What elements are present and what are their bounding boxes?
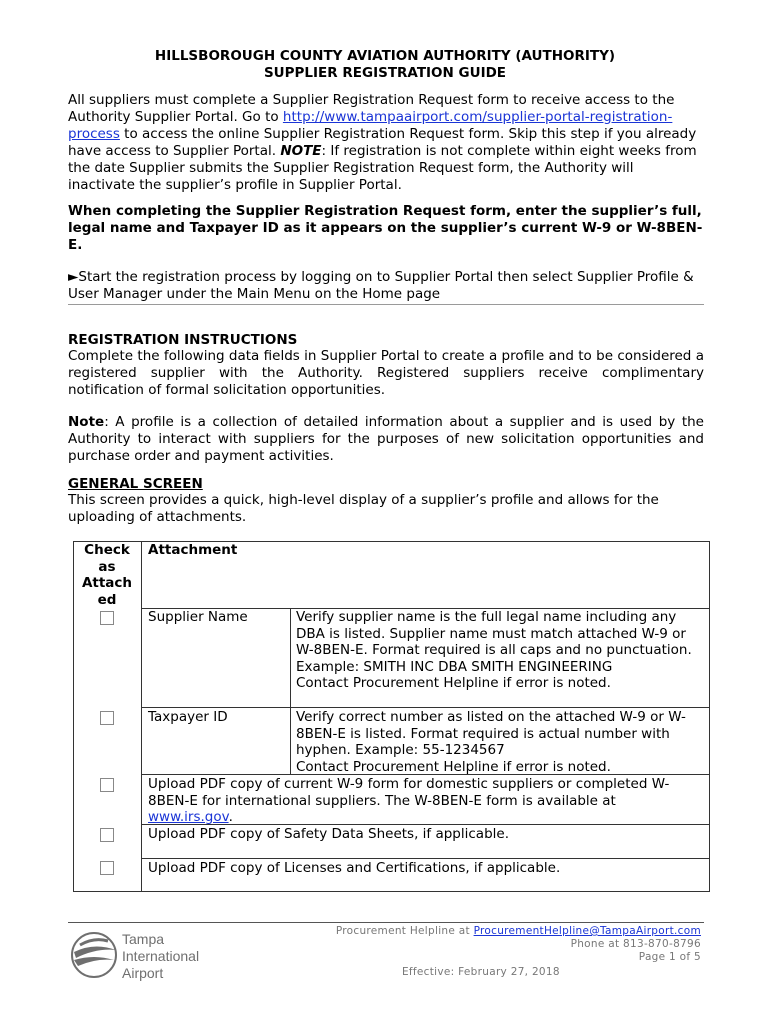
general-heading: GENERAL SCREEN — [68, 476, 203, 492]
note-text: : If registration is not complete within eight weeks from the date Supplier submits the Supplier Registration Request form, the Authority will inactivate the supplier’s profile in Supplier Portal. — [68, 143, 697, 193]
desc-text: Verify correct number as listed on the attached W-9 or W-8BEN-E is listed. Format required is actual number with hyphen. Example: 55-1234567 — [296, 709, 686, 759]
footer-helpline — [336, 925, 701, 937]
checkbox-taxpayer-id[interactable] — [100, 711, 114, 725]
w9-upload-text — [148, 776, 704, 826]
helpline-email-link[interactable]: ProcurementHelpline@TampaAirport.com — [473, 925, 701, 937]
checkbox-w9-upload[interactable] — [100, 778, 114, 792]
licenses-text: Upload PDF copy of Licenses and Certifications, if applicable. — [148, 860, 561, 876]
footer-effective-date: Effective: February 27, 2018 — [402, 966, 560, 978]
intro-paragraph — [68, 92, 704, 194]
desc-contact: Contact Procurement Helpline if error is noted. — [296, 758, 611, 775]
checkbox-safety-sheets[interactable] — [100, 828, 114, 842]
checkbox-licenses[interactable] — [100, 861, 114, 875]
registration-text: Complete the following data fields in Supplier Portal to create a profile and to be considered a registered supplier with the Authority. Registered suppliers receive complimentary notification of formal solicitation opportunities. — [68, 348, 704, 398]
w9-text: Upload PDF copy of current W-9 form for domestic suppliers or completed W-8BEN-E for international suppliers. The W-8BEN-E form is available at — [148, 776, 670, 809]
registration-link[interactable]: http://www.tampaairport.com/supplier-portal-registration-process — [68, 109, 673, 142]
divider — [68, 304, 704, 305]
note2-text: : A profile is a collection of detailed information about a supplier and is used by the Authority to interact with suppliers for the purposes of new solicitation opportunities and purchase order and payment activities. — [68, 414, 704, 464]
logo-text-airport: Airport — [122, 965, 164, 981]
intro-text: All suppliers must complete a Supplier Registration Request form to receive access to the Authority Supplier Portal. Go to — [68, 92, 675, 125]
desc-supplier-name — [296, 609, 704, 692]
logo-text-international: International — [122, 948, 200, 964]
footer-divider — [68, 922, 704, 923]
tampa-airport-logo — [70, 928, 210, 982]
w9-tail: . — [228, 809, 233, 826]
desc-taxpayer-id — [296, 709, 704, 775]
footer-page-number: Page 1 of 5 — [638, 951, 701, 963]
general-text: This screen provides a quick, high-level display of a supplier’s profile and allows for the uploading of attachments. — [68, 492, 659, 525]
safety-sheets-text: Upload PDF copy of Safety Data Sheets, if applicable. — [148, 826, 509, 842]
logo-text-tampa: Tampa — [122, 931, 165, 947]
airplane-swoosh-icon — [72, 933, 116, 977]
registration-heading: REGISTRATION INSTRUCTIONS — [68, 332, 298, 348]
bold-notice: When completing the Supplier Registration Request form, enter the supplier’s full, legal name and Taxpayer ID as it appears on the supplier’s current W-9 or W-8BEN-E. — [68, 203, 703, 253]
desc-contact: Contact Procurement Helpline if error is noted. — [296, 675, 611, 692]
start-step: ►Start the registration process by logging on to Supplier Portal then select Supplier Profile & User Manager under the Main Menu on the Home page — [68, 269, 694, 302]
col-header-attachment: Attachment — [148, 542, 238, 558]
field-taxpayer-id: Taxpayer ID — [148, 709, 228, 725]
field-supplier-name: Supplier Name — [148, 609, 248, 625]
checkbox-supplier-name[interactable] — [100, 611, 114, 625]
row-divider — [141, 707, 710, 708]
document-title-line1: HILLSBOROUGH COUNTY AVIATION AUTHORITY (AUTHORITY) — [154, 48, 616, 64]
table-border-bottom — [73, 891, 710, 892]
note2-paragraph — [68, 414, 704, 465]
note-label: NOTE — [280, 143, 322, 159]
table-border-right — [709, 541, 710, 892]
helpline-label: Procurement Helpline at — [335, 925, 474, 937]
desc-example: Example: SMITH INC DBA SMITH ENGINEERING — [296, 658, 613, 675]
col-header-check: Check as Attach ed — [81, 542, 133, 608]
table-border-left — [73, 541, 74, 892]
table-column-divider — [141, 541, 142, 892]
note2-label: Note — [68, 414, 105, 430]
footer-phone: Phone at 813-870-8796 — [570, 938, 701, 950]
desc-text: Verify supplier name is the full legal name including any DBA is listed. Supplier name must match attached W-9 or W-8BEN-E. Format required is all caps and no punctuation. — [296, 609, 692, 659]
irs-link[interactable]: www.irs.gov — [148, 809, 229, 826]
document-title-line2: SUPPLIER REGISTRATION GUIDE — [263, 65, 507, 81]
row-divider — [141, 858, 710, 859]
intro-text-2: to access the online Supplier Registration Request form. Skip this step if you already have access to Supplier Portal. — [68, 126, 697, 159]
field-column-divider — [290, 608, 291, 775]
